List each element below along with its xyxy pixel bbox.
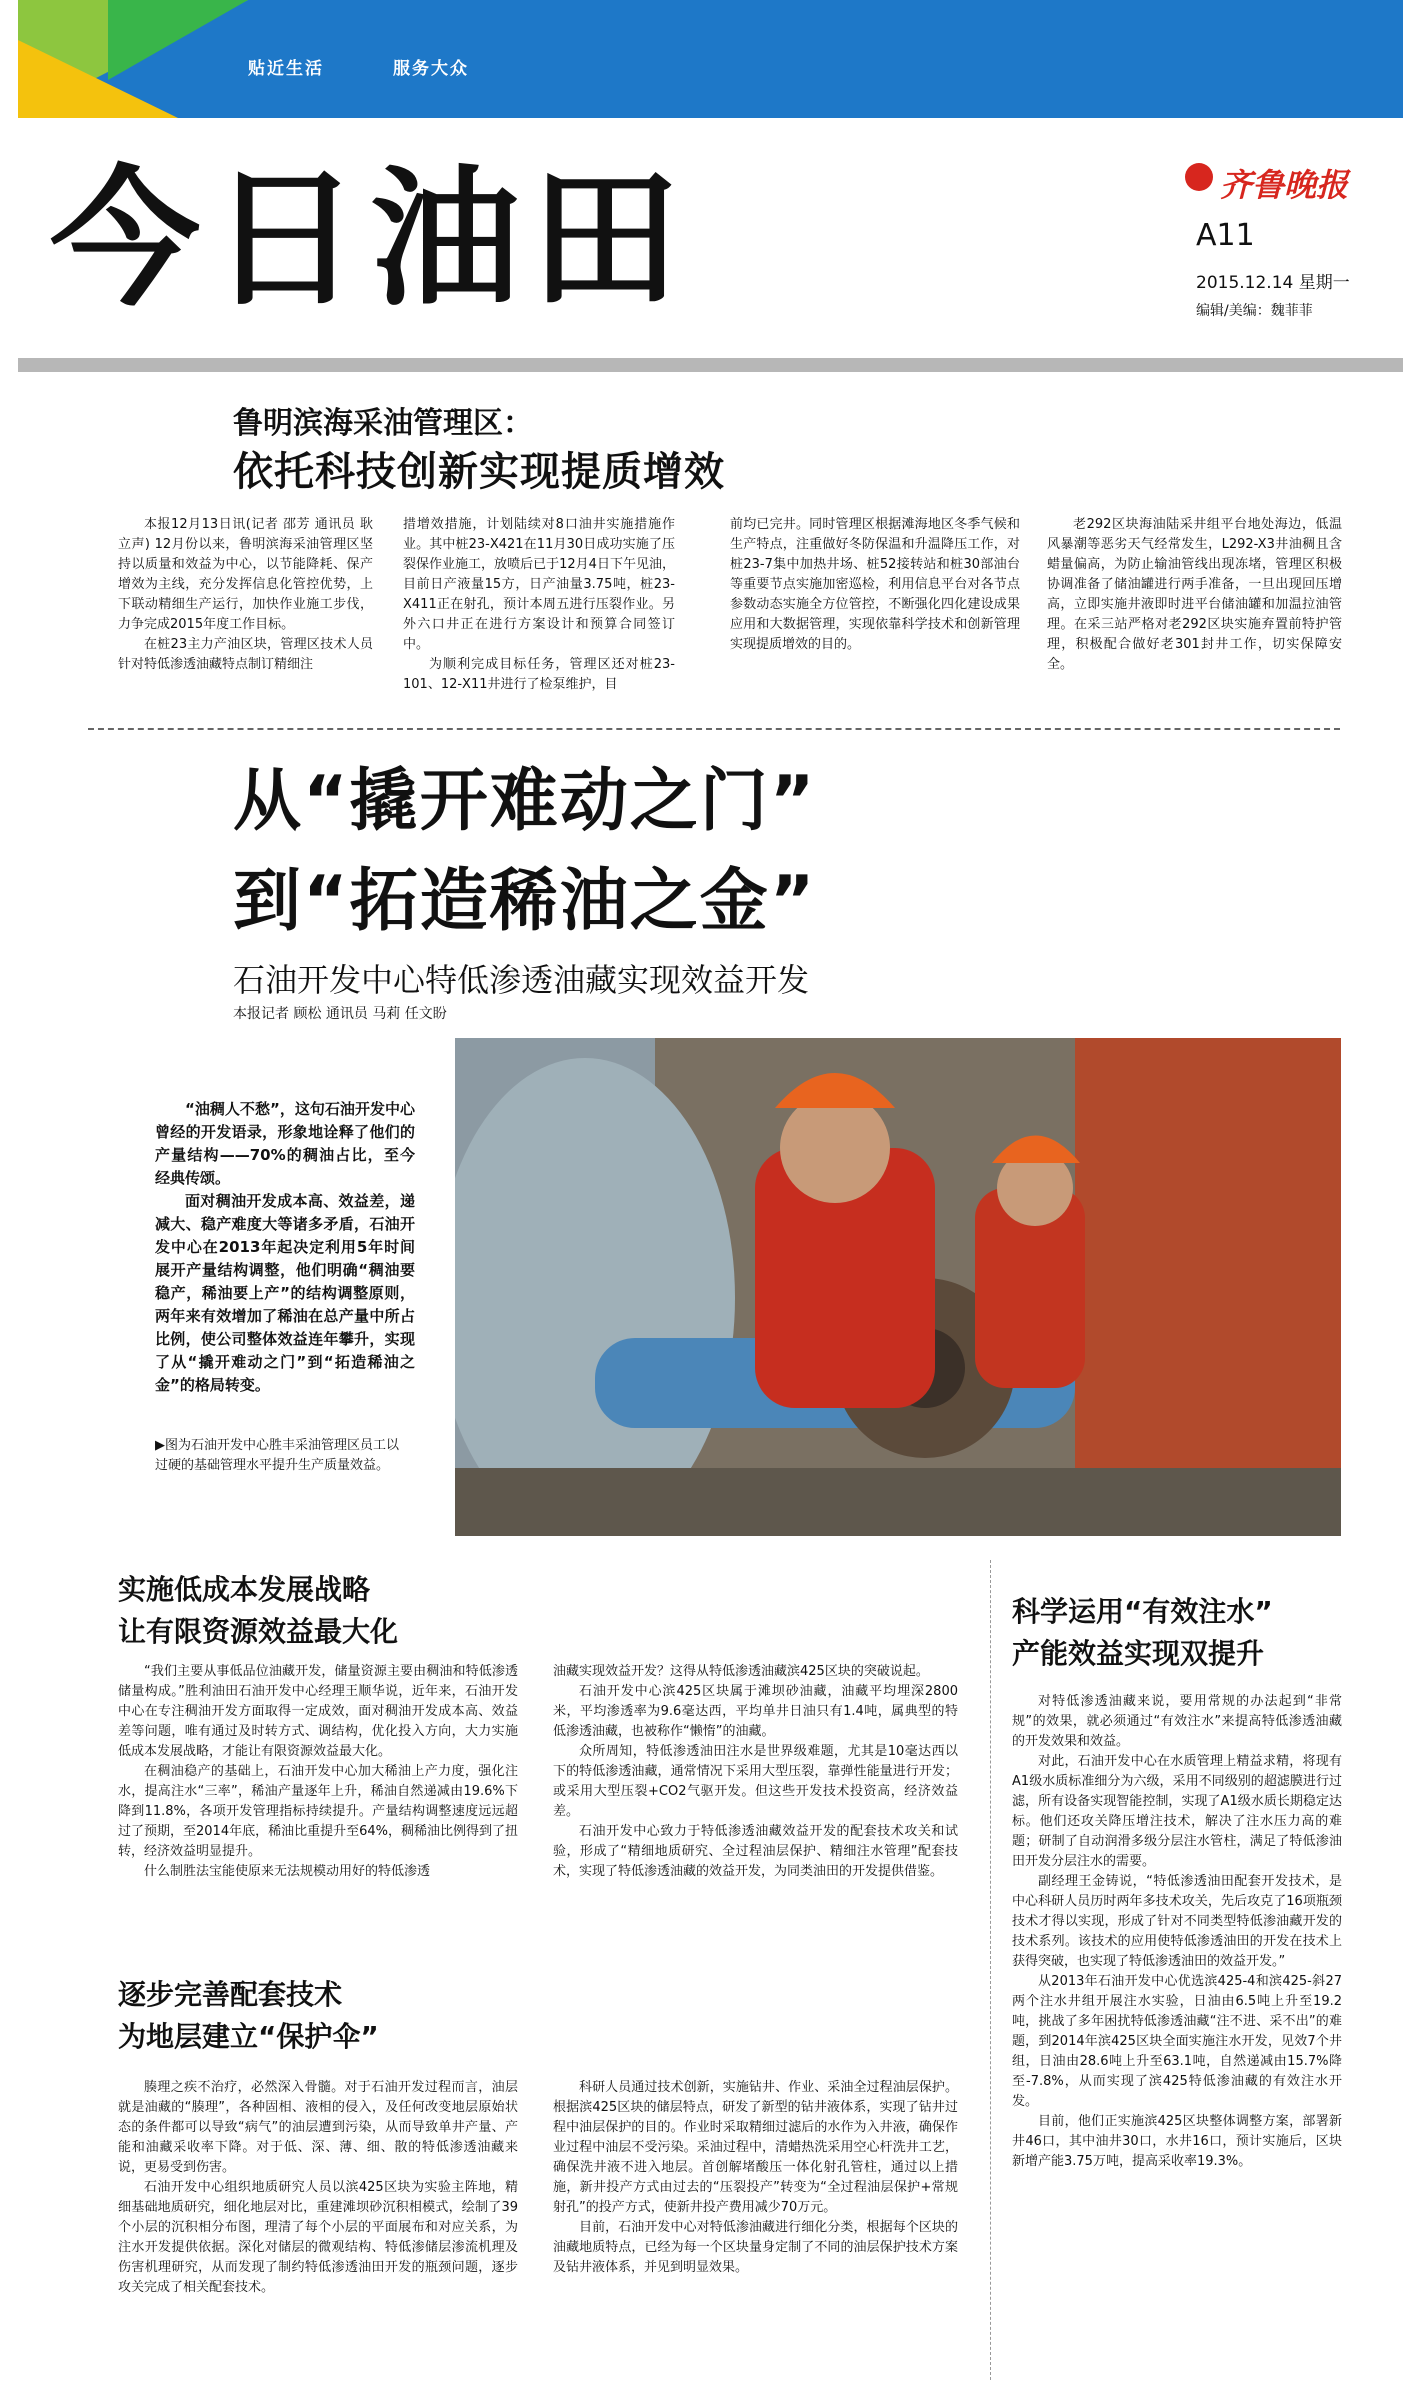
paragraph: 副经理王金铸说，“特低渗透油田配套开发技术，是中心科研人员历时两年多技术攻关，先后攻克了16项瓶颈技术才得以实现，形成了针对不同类型特低渗油藏开发的技术系列。该技术的应用使特低渗透油田的开发在技术上获得突破，也实现了特低渗透油田的效益开发。” [1012,1874,1342,1969]
top-banner [18,0,1403,118]
paragraph: 措增效措施，计划陆续对8口油井实施措施作业。其中桩23-X421在11月30日成功实施了压裂保作业施工，放喷后已于12月4日下午见油，目前日产液量15方，日产油量3.75吨，桩23-X411正在射孔，预计本周五进行压裂作业。另外六口井正在进行方案设计和预算合同签订中。 [403,517,675,652]
paragraph: 本报12月13日讯(记者 邵芳 通讯员 耿立声) 12月份以来，鲁明滨海采油管理区坚持以质量和效益为中心，以节能降耗、保产增效为主线，充分发挥信息化管控优势，上下联动精细生产运行，加快作业施工步伐，力争完成2015年度工作目标。 [118,517,373,632]
section3-heading-2: 产能效益实现双提升 [1012,1637,1265,1670]
article1-kicker: 鲁明滨海采油管理区： [233,406,533,441]
paragraph: 为顺利完成目标任务，管理区还对桩23-101、12-X11井进行了检泵维护，目 [403,657,675,692]
paragraph: 对此，石油开发中心在水质管理上精益求精，将现有A1级水质标准细分为六级，采用不同级别的超滤膜进行过滤，所有设备实现智能控制，实现了A1级水质长期稳定达标。他们还攻关降压增注技术，解决了注水压力高的难题；研制了自动润滑多级分层注水管柱，满足了特低渗油田开发分层注水的需要。 [1012,1754,1342,1869]
section1-heading-1: 实施低成本发展战略 [118,1573,371,1606]
banner-yellow-shape [18,40,178,118]
section2-heading-2: 为地层建立“保护伞” [118,2020,379,2053]
section2-heading-1: 逐步完善配套技术 [118,1978,343,2011]
issue-date: 2015.12.14 星期一 [1196,273,1350,293]
paragraph: “我们主要从事低品位油藏开发，储量资源主要由稠油和特低渗透储量构成。”胜利油田石油开发中心经理王顺华说，近年来，石油开发中心在专注稠油开发方面取得一定成效，面对稠油开发成本高、效益差等问题，唯有通过及时转方式、调结构，优化投入方向，大力实施低成本发展战略，才能让有限资源效益最大化。 [118,1664,518,1759]
section3-heading-1: 科学运用“有效注水” [1012,1595,1273,1628]
article2-title-line-1: 从“撬开难动之门” [233,762,817,841]
section-divider [88,728,1340,730]
column-divider [990,1560,991,2380]
paragraph: 科研人员通过技术创新，实施钻井、作业、采油全过程油层保护。根据滨425区块的储层特点，研发了新型的钻井液体系，实现了钻井过程中油层保护的目的。作业时采取精细过滤后的水作为入井液，确保作业过程中油层不受污染。采油过程中，清蜡热洗采用空心杆洗井工艺，确保洗井液不进入地层。首创解堵酸压一体化射孔管柱，通过以上措施，新井投产方式由过去的“压裂投产”转变为“全过程油层保护+常规射孔”的投产方式，使新井投产费用减少70万元。 [553,2080,958,2215]
article2-subtitle: 石油开发中心特低渗透油藏实现效益开发 [233,961,810,999]
paragraph: 前均已完井。同时管理区根据滩海地区冬季气候和生产特点，注重做好冬防保温和升温降压工作，对桩23-7集中加热井场、桩52接转站和桩30部油台等重要节点实施加密巡检，利用信息平台对各节点参数动态实施全方位管控，不断强化四化建设成果应用和大数据管理，实现依靠科学技术和创新管理实现提质增效的目的。 [730,517,1020,652]
section1-column-1 [118,1662,518,1882]
paragraph: 石油开发中心滨425区块属于滩坝砂油藏，油藏平均埋深2800米，平均渗透率为9.6毫达西，平均单井日油只有1.4吨，属典型的特低渗透油藏，也被称作“懒惰”的油藏。 [553,1684,958,1739]
paragraph: 面对稠油开发成本高、效益差，递减大、稳产难度大等诸多矛盾，石油开发中心在2013年起决定利用5年时间展开产量结构调整，他们明确“稠油要稳产，稀油要上产”的结构调整原则，两年来有效增加了稀油在总产量中所占比例，使公司整体效益连年攀升，实现了从“撬开难动之门”到“拓造稀油之金”的格局转变。 [155,1192,415,1394]
article2-intro [155,1098,415,1397]
article1-column-2 [403,515,675,695]
editor-credit: 编辑/美编：魏菲菲 [1196,303,1313,319]
paragraph: 对特低渗透油藏来说，要用常规的办法起到“非常规”的效果，就必须通过“有效注水”来提高特低渗透油藏的开发效果和效益。 [1012,1694,1342,1749]
paragraph: 石油开发中心致力于特低渗透油藏效益开发的配套技术攻关和试验，形成了“精细地质研究、全过程油层保护、精细注水管理”配套技术，实现了特低渗透油藏的效益开发，为同类油田的开发提供借鉴。 [553,1824,958,1879]
masthead-rule [18,358,1403,372]
paragraph: 目前，他们正实施滨425区块整体调整方案，部署新井46口，其中油井30口，水井16口，预计实施后，区块新增产能3.75万吨，提高采收率19.3%。 [1012,2114,1342,2169]
paragraph: 在稠油稳产的基础上，石油开发中心加大稀油上产力度，强化注水，提高注水“三率”，稀油产量逐年上升，稀油自然递减由19.6%下降到11.8%，各项开发管理指标持续提升。产量结构调整速度远远超过了预期，至2014年底，稀油比重提升至64%，稠稀油比例得到了扭转，经济效益明显提升。 [118,1764,518,1859]
paragraph: 老292区块海油陆采井组平台地处海边，低温风暴潮等恶劣天气经常发生，L292-X3井油稠且含蜡量偏高，为防止输油管线出现冻堵，管理区积极协调准备了储油罐进行两手准备，一旦出现回压增高，立即实施井液即时进平台储油罐和加温拉油管理。在采三站严格对老292区块实施弃置前特护管理，积极配合做好老301封井工作，切实保障安全。 [1047,517,1342,672]
section2-column-1 [118,2078,518,2298]
section2-column-2 [553,2078,958,2278]
article2-byline: 本报记者 顾松 通讯员 马莉 任文盼 [233,1006,447,1022]
paragraph: 众所周知，特低渗透油田注水是世界级难题，尤其是10毫达西以下的特低渗透油藏，通常情况下采用大型压裂，靠弹性能量进行开发；或采用大型压裂+CO2气驱开发。但这些开发技术投资高，经济效益差。 [553,1744,958,1819]
section1-column-2 [553,1662,958,1882]
paragraph: 在桩23主力产油区块，管理区技术人员针对特低渗透油藏特点制订精细注 [118,637,373,672]
page-number: A11 [1196,218,1255,253]
oil-workers-photo [455,1038,1341,1536]
paragraph: “油稠人不愁”，这句石油开发中心曾经的开发语录，形象地诠释了他们的产量结构——70%的稠油占比，至今经典传颂。 [155,1100,415,1187]
article1-column-4 [1047,515,1342,675]
section3-column [1012,1692,1342,2172]
photo-caption: ▶图为石油开发中心胜丰采油管理区员工以过硬的基础管理水平提升生产质量效益。 [155,1438,399,1473]
paragraph: 从2013年石油开发中心优选滨425-4和滨425-斜27两个注水井组开展注水实验，日油由6.5吨上升至19.2吨，挑战了多年困扰特低渗透油藏“注不进、采不出”的难题，到2014年滨425区块全面实施注水开发，见效7个井组，日油由28.6吨上升至63.1吨，自然递减由15.7%降至-7.8%，从而实现了滨425特低渗油藏的有效注水开发。 [1012,1974,1342,2109]
page-title: 今日油田 [50,153,691,327]
banner-slogan-1: 贴近生活 [248,59,324,79]
section1-heading-2: 让有限资源效益最大化 [118,1615,399,1648]
article2-title-line-2: 到“拓造稀油之金” [233,862,817,941]
article1-column-3 [730,515,1020,655]
banner-slogan-2: 服务大众 [393,59,469,79]
newspaper-logo-icon [1185,163,1213,191]
paragraph: 腠理之疾不治疗，必然深入骨髓。对于石油开发过程而言，油层就是油藏的“腠理”，各种固相、液相的侵入，及任何改变地层原始状态的条件都可以导致“病气”的油层遭到污染，从而导致单井产量、产能和油藏采收率下降。对于低、深、薄、细、散的特低渗透油藏来说，更易受到伤害。 [118,2080,518,2175]
paragraph: 油藏实现效益开发？这得从特低渗透油藏滨425区块的突破说起。 [553,1664,929,1679]
article1-column-1 [118,515,373,675]
paragraph: 目前，石油开发中心对特低渗油藏进行细化分类，根据每个区块的油藏地质特点，已经为每一个区块量身定制了不同的油层保护技术方案及钻井液体系，并见到明显效果。 [553,2220,958,2275]
photo-illustration [455,1038,1341,1536]
paragraph: 石油开发中心组织地质研究人员以滨425区块为实验主阵地，精细基础地质研究，细化地层对比，重建滩坝砂沉积相模式，绘制了39个小层的沉积相分布图，理清了每个小层的平面展布和对应关系，为注水开发提供依据。深化对储层的微观结构、特低渗储层渗流机理及伤害机理研究，从而发现了制约特低渗透油田开发的瓶颈问题，逐步攻关完成了相关配套技术。 [118,2180,518,2295]
newspaper-name: 齐鲁晚报 [1220,166,1349,204]
article1-headline: 依托科技创新实现提质增效 [233,449,725,495]
paragraph: 什么制胜法宝能使原来无法规模动用好的特低渗透 [144,1864,431,1879]
